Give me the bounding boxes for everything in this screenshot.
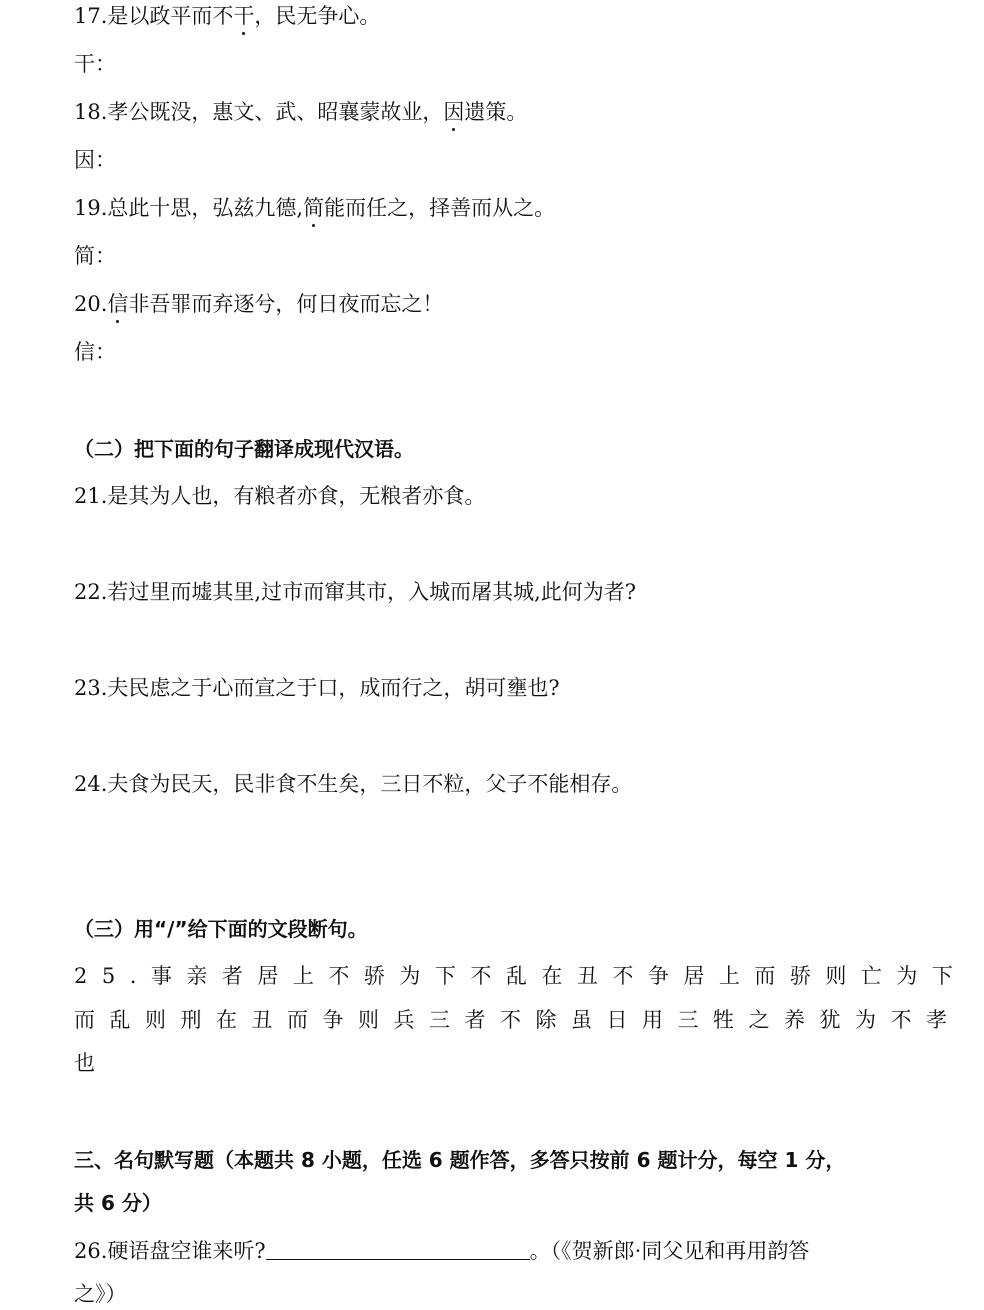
q20-text-after: 非吾罪而弃逐兮，何日夜而忘之！ [128, 292, 444, 316]
question-24: 24.夫食为民天，民非食不生矣，三日不粒，父子不能相存。 [74, 772, 633, 796]
q17-emphasized-char: 干 [233, 4, 255, 28]
question-23: 23.夫民虑之于心而宣之于口，成而行之，胡可壅也? [74, 676, 560, 700]
q19-text-after: 能而任之，择善而从之。 [324, 196, 556, 220]
question-22: 22.若过里而墟其里,过市而窜其市，入城而屠其城,此何为者? [74, 580, 637, 604]
question-26 [74, 1237, 809, 1265]
q26-text-after: 。（《贺新郎·同父见和再用韵答 [529, 1239, 810, 1263]
section-2-heading: （二）把下面的句子翻译成现代汉语。 [74, 437, 414, 461]
question-25-line-3: 也 [74, 1051, 95, 1075]
q19-text-before: 19.总此十思，弘兹九德, [74, 196, 304, 220]
answer-label-17: 干： [74, 52, 116, 76]
answer-blank[interactable] [266, 1239, 530, 1260]
question-21: 21.是其为人也，有粮者亦食，无粮者亦食。 [74, 484, 486, 508]
answer-label-20: 信： [74, 340, 116, 364]
question-20 [74, 290, 443, 318]
q18-text-after: 遗策。 [464, 100, 528, 124]
q17-text-before: 17.是以政平而不 [74, 4, 234, 28]
q19-emphasized-char: 简 [303, 196, 325, 220]
answer-label-18: 因： [74, 148, 116, 172]
q20-text-before: 20. [74, 292, 108, 316]
part-3-heading: 三、名句默写题（本题共 8 小题，任选 6 题作答，多答只按前 6 题计分，每空 1 分， [74, 1148, 846, 1172]
section-3-heading: （三）用“/”给下面的文段断句。 [74, 917, 368, 941]
q17-text-after: ，民无争心。 [254, 4, 381, 28]
q18-text-before: 18.孝公既没，惠文、武、昭襄蒙故业， [74, 100, 444, 124]
question-19 [74, 194, 555, 222]
q26-text-before: 26.硬语盘空谁来听? [74, 1239, 266, 1263]
q18-emphasized-char: 因 [443, 100, 465, 124]
question-18 [74, 98, 527, 126]
question-17 [74, 2, 380, 30]
q20-emphasized-char: 信 [107, 292, 129, 316]
part-3-heading-cont: 共 6 分） [74, 1191, 162, 1215]
question-25-line-2: 而乱则刑在丑而争则兵三者不除虽日用三牲之养犹为不孝 [74, 1008, 962, 1032]
question-26-cont: 之》） [74, 1282, 127, 1306]
answer-label-19: 简： [74, 244, 116, 268]
question-25-line-1: 25.事亲者居上不骄为下不乱在丑不争居上而骄则亡为下 [74, 964, 968, 988]
